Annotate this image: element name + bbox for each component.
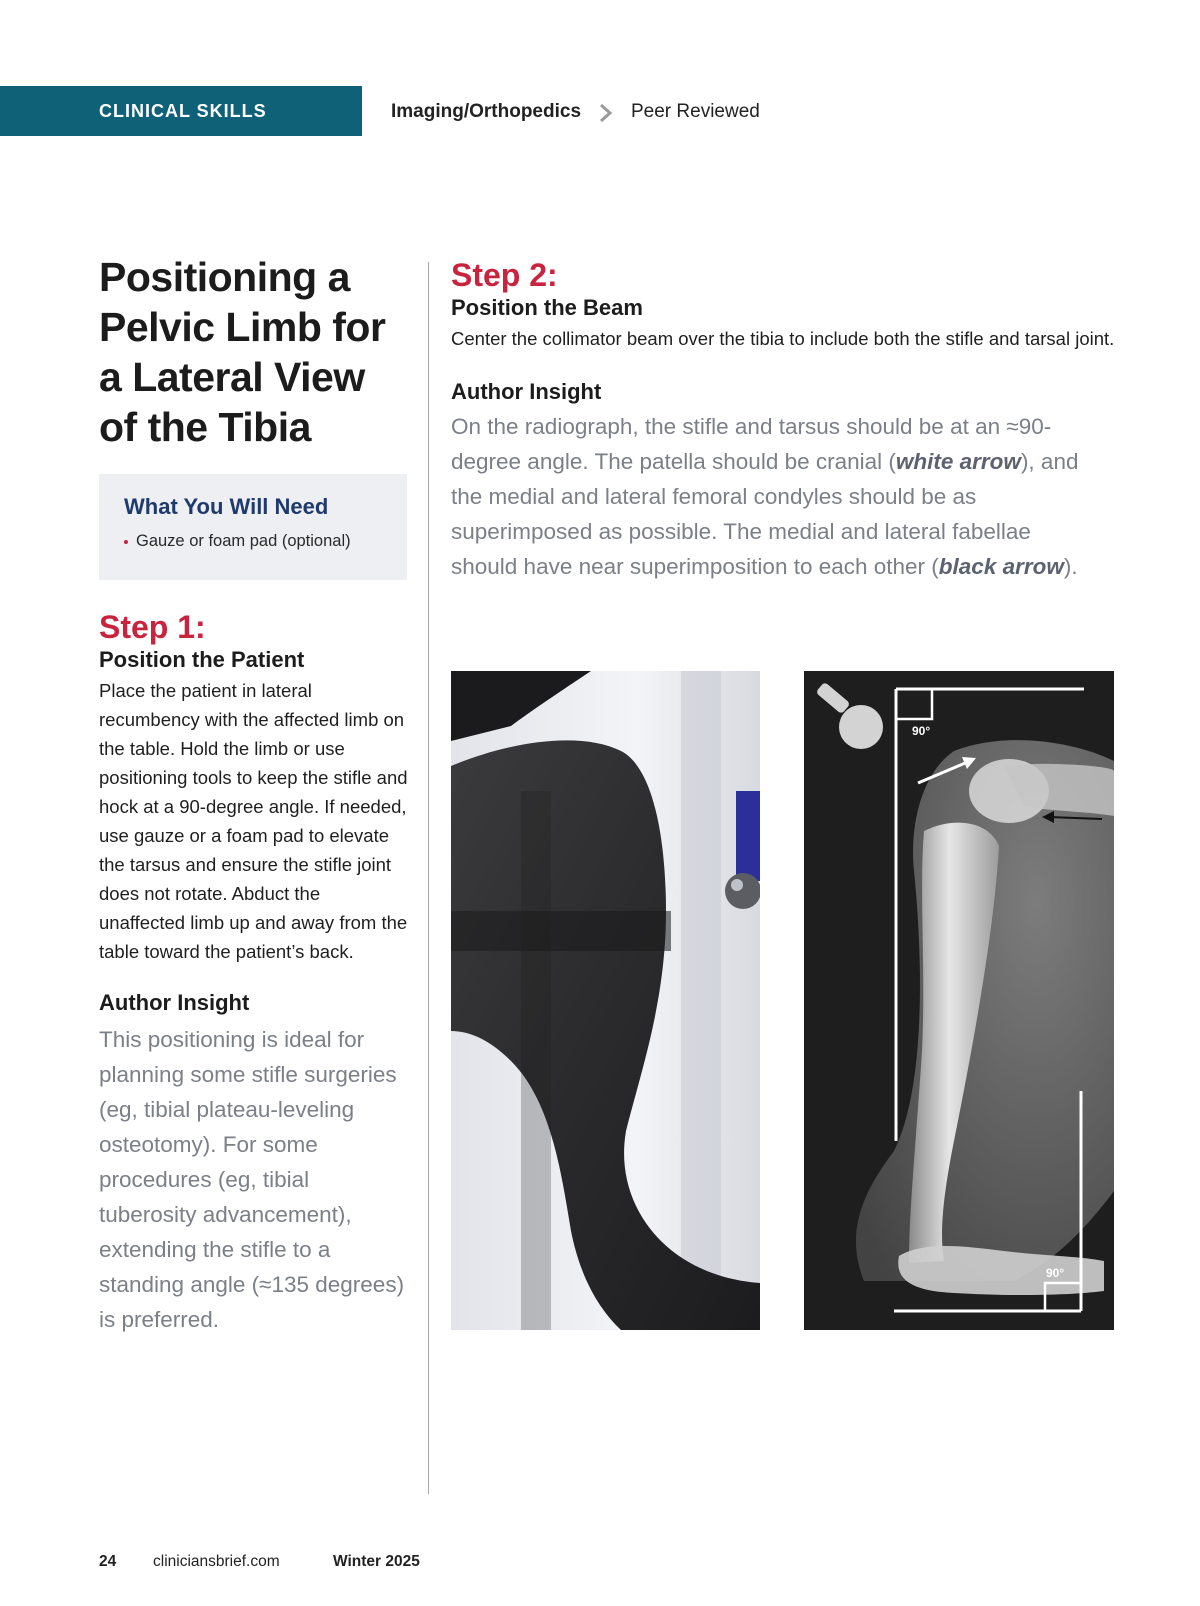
column-divider [428,262,429,1494]
section-label: CLINICAL SKILLS [99,100,267,121]
step2-body: Center the collimator beam over the tibia to include both the stifle and tarsal joint. [451,328,1115,349]
step2-insight-title: Author Insight [451,379,602,404]
needs-title: What You Will Need [124,494,329,519]
step1-section [99,608,409,1337]
page-number: 24 [99,1553,117,1570]
list-item [124,532,382,551]
limb-photo-image [451,671,760,1330]
peer-reviewed-label: Peer Reviewed [631,101,760,122]
white-arrow-ref: white arrow [895,449,1021,474]
radiograph-drawing [804,671,1114,1330]
step2-insight [451,409,1101,584]
black-arrow-ref: black arrow [938,554,1064,579]
category-label: Imaging/Orthopedics [391,101,582,122]
radiograph-image [804,671,1114,1330]
limb-photo [451,671,760,1330]
insight-text-part: ). [1063,554,1078,579]
insight-text-part: ), and the medial and lateral femoral condyles should be as superimposed as possible. The medial and lateral fabellae should have near superimposition to each other ( [451,449,1079,579]
step2-section [451,256,1121,584]
step1-label: Step 1: [99,609,206,645]
chevron-right-icon [597,102,615,124]
insight-text-part: On the radiograph, the stifle and tarsus should be at an ≈90-degree angle. The patella should be cranial ( [451,414,1052,474]
angle-label-top: 90° [912,724,931,738]
article-title: Positioning a Pelvic Limb for a Lateral View of the Tibia [99,254,386,450]
step1-insight: This positioning is ideal for planning some stifle surgeries (eg, tibial plateau-leveling osteotomy). For some procedures (eg, tibial tuberosity advancement), extending the stifle to a standing angle (≈135 degrees) is preferred. [99,1027,405,1332]
step2-label: Step 2: [451,257,558,293]
bullet-icon [124,540,128,544]
issue-label: Winter 2025 [333,1553,420,1570]
step2-subtitle: Position the Beam [451,295,643,320]
step1-subtitle: Position the Patient [99,647,305,672]
step1-insight-title: Author Insight [99,990,250,1015]
needs-item-text: Gauze or foam pad (optional) [136,532,351,550]
site-link[interactable]: cliniciansbrief.com [153,1553,280,1570]
section-tab [0,86,362,136]
step1-body: Place the patient in lateral recumbency with the affected limb on the table. Hold the limb or use positioning tools to keep the stifle and hock at a 90-degree angle. If needed, use gauze or a foam pad to elevate the tarsus and ensure the stifle joint does not rotate. Abduct the unaffected limb up and away from the table toward the patient’s back. [99,680,408,962]
angle-label-bottom: 90° [1046,1266,1065,1280]
needs-box [99,474,407,580]
